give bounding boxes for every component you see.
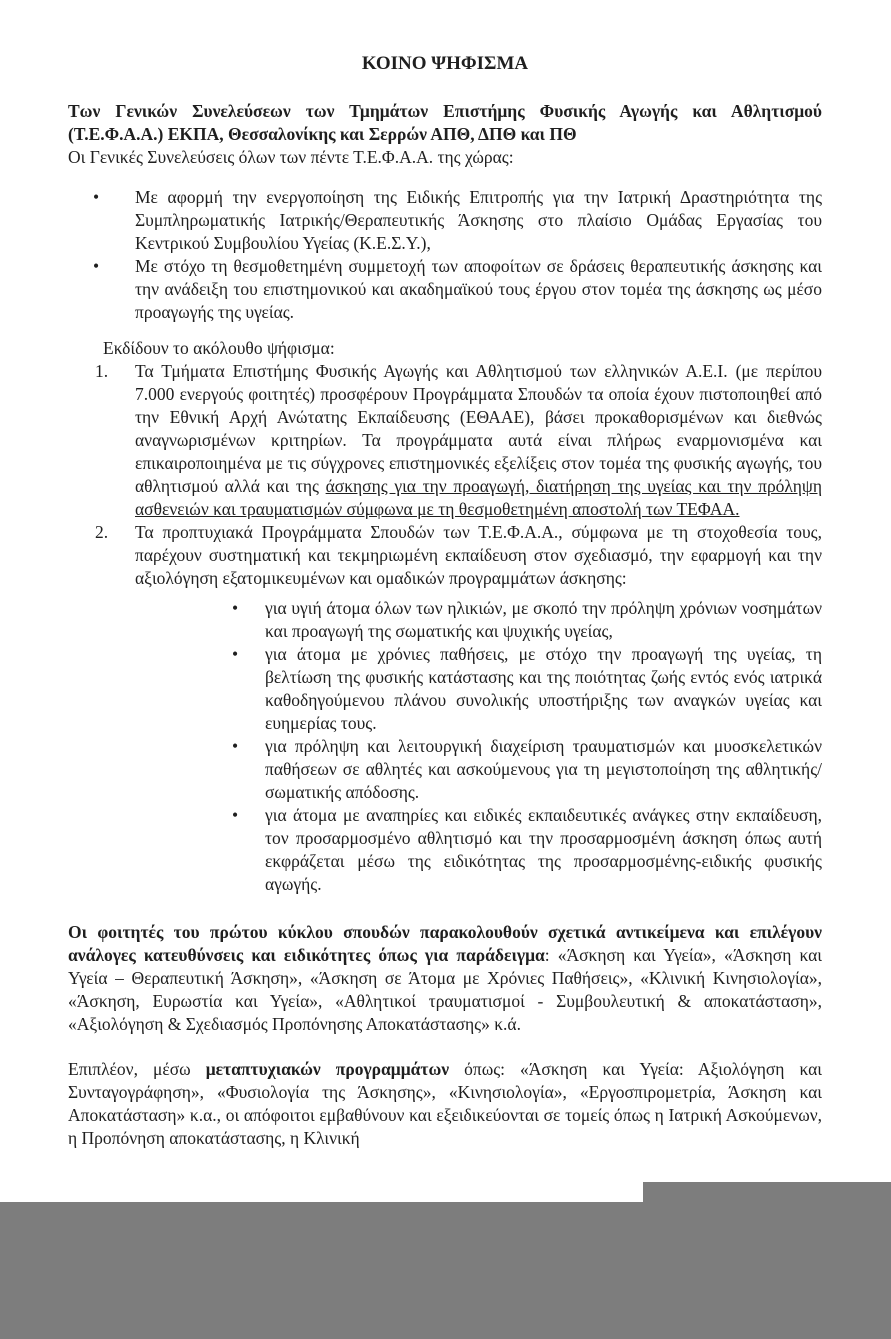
sub-bullet-item	[135, 597, 822, 643]
sub-bullet-text: για άτομα με αναπηρίες και ειδικές εκπαιδευτικές ανάγκες στην εκπαίδευση, τον προσαρμοσμένο αθλητισμό και την προσαρμοσμένη άσκηση όπως αυτή εκφράζεται μέσω της ειδικότητας της προσαρμοσμένης-ειδικής φυσικής αγωγής.	[265, 805, 822, 894]
document-title: ΚΟΙΝΟ ΨΗΦΙΣΜΑ	[361, 53, 529, 74]
numbered-item-1	[68, 360, 822, 521]
bullet-text: Με αφορμή την ενεργοποίηση της Ειδικής Επιτροπής για την Ιατρική Δραστηριότητα της Συμπληρωματικής Ιατρικής/Θεραπευτικής Άσκησης στο πλαίσιο Ομάδας Εργασίας του Κεντρικού Συμβουλίου Υγείας (Κ.Ε.Σ.Υ.),	[135, 187, 822, 253]
sub-bullet-text: για πρόληψη και λειτουργική διαχείριση τραυματισμών και μυοσκελετικών παθήσεων σε αθλητές και ασκούμενους για τη μεγιστοποίηση της αθλητικής/σωματικής απόδοσης.	[265, 736, 822, 802]
postgrad-lead: Επιπλέον, μέσω	[68, 1059, 206, 1079]
context-bullet-list	[68, 186, 822, 324]
item-text: Τα Τμήματα Επιστήμης Φυσικής Αγωγής και Αθλητισμού των ελληνικών Α.Ε.Ι. (με περίπου 7.000 ενεργούς φοιτητές) προσφέρουν Προγράμματα Σπουδών τα οποία έχουν πιστοποιηθεί από την Εθνική Αρχή Ανώτατης Εκπαίδευσης (ΕΘΑΑΕ), βάσει προκαθορισμένων και διεθνώς αναγνωρισμένων κριτηρίων. Τα προγράμματα αυτά είναι πλήρως εναρμονισμένα και επικαιροποιημένα με τις σύγχρονες επιστημονικές εξελίξεις στον τομέα της φυσικής αγωγής, του αθλητισμού αλλά και της	[135, 361, 822, 496]
resolution-numbered-list	[68, 360, 822, 896]
item-number: 1.	[95, 361, 109, 381]
bullet-icon: •	[232, 598, 239, 618]
sub-bullet-item	[135, 735, 822, 804]
resolution-intro: Εκδίδουν το ακόλουθο ψήφισμα:	[103, 338, 335, 358]
postgrad-bold: μεταπτυχιακών προγραμμάτων	[205, 1059, 450, 1079]
bullet-icon: •	[93, 256, 100, 276]
item-text: Τα προπτυχιακά Προγράμματα Σπουδών των Τ.Ε.Φ.Α.Α., σύμφωνα με τη στοχοθεσία τους, παρέχουν συστηματική και τεκμηριωμένη εκπαίδευση στον σχεδιασμό, την εφαρμογή και την αξιολόγηση εξατομικευμένων και ομαδικών προγραμμάτων άσκησης:	[135, 522, 822, 588]
bullet-item	[68, 186, 822, 255]
redaction-overlay-band	[0, 1202, 891, 1339]
item-text-underlined: άσκησης για την προαγωγή, διατήρηση της υγείας και την πρόληψη ασθενειών και τραυματισμών σύμφωνα με τη θεσμοθετημένη αποστολή των ΤΕΦΑΑ.	[135, 476, 823, 519]
numbered-item-2	[68, 521, 822, 896]
sub-bullet-item	[135, 804, 822, 896]
sub-bullet-item	[135, 643, 822, 735]
bullet-text: Με στόχο τη θεσμοθετημένη συμμετοχή των αποφοίτων σε δράσεις θεραπευτικής άσκησης και την ανάδειξη του επιστημονικού και ακαδημαϊκού τους έργου στον τομέα της άσκησης ως μέσο προαγωγής της υγείας.	[135, 256, 822, 322]
redaction-overlay-notch	[643, 1182, 891, 1203]
document-page	[68, 52, 822, 1150]
bullet-icon: •	[93, 187, 100, 207]
heading-subline: Οι Γενικές Συνελεύσεις όλων των πέντε Τ.Ε.Φ.Α.Α. της χώρας:	[68, 147, 514, 167]
heading-paragraph: Των Γενικών Συνελεύσεων των Τμημάτων Επιστήμης Φυσικής Αγωγής και Αθλητισμού (Τ.Ε.Φ.Α.Α.) ΕΚΠΑ, Θεσσαλονίκης και Σερρών ΑΠΘ, ΔΠΘ και ΠΘ	[68, 101, 822, 144]
students-paragraph-rest: : «Άσκηση και Υγεία», «Άσκηση και Υγεία – Θεραπευτική Άσκηση», «Άσκηση σε Άτομα με Χρόνιες Παθήσεις», «Κλινική Κινησιολογία», «Άσκηση, Ευρωστία και Υγεία», «Αθλητικοί τραυματισμοί - Συμβουλευτική & αποκατάσταση», «Αξιολόγηση & Σχεδιασμός Προπόνησης Αποκατάστασης» κ.ά.	[68, 945, 822, 1034]
postgrad-paragraph	[68, 1058, 822, 1150]
sub-bullet-text: για άτομα με χρόνιες παθήσεις, με στόχο την προαγωγή της υγείας, τη βελτίωση της φυσικής κατάστασης και της ποιότητας ζωής εντός ενός ιατρικά καθοδηγούμενου πλάνου συνολικής υποστήριξης των αναγκών υγείας και ευημερίας τους.	[265, 644, 822, 733]
students-paragraph	[68, 921, 822, 1036]
bullet-icon: •	[232, 805, 239, 825]
bullet-item	[68, 255, 822, 324]
item-number: 2.	[95, 522, 109, 542]
students-paragraph-bold: Οι φοιτητές του πρώτου κύκλου σπουδών παρακολουθούν σχετικά αντικείμενα και επιλέγουν ανάλογες κατευθύνσεις και ειδικότητες όπως για παράδειγμα	[68, 922, 822, 965]
postgrad-rest: όπως: «Άσκηση και Υγεία: Αξιολόγηση και Συνταγογράφηση», «Φυσιολογία της Άσκησης», «Κινησιολογία», «Εργοσπιρομετρία, Άσκηση και Αποκατάσταση» κ.α., οι απόφοιτοι εμβαθύνουν και εξειδικεύονται σε τομείς όπως η Ιατρική Ασκούμενων, η Προπόνηση αποκατάστασης, η Κλινική	[68, 1059, 823, 1148]
bullet-icon: •	[232, 644, 239, 664]
sub-bullet-list	[135, 597, 822, 896]
bullet-icon: •	[232, 736, 239, 756]
sub-bullet-text: για υγιή άτομα όλων των ηλικιών, με σκοπό την πρόληψη χρόνιων νοσημάτων και προαγωγή της σωματικής και ψυχικής υγείας,	[265, 598, 822, 641]
